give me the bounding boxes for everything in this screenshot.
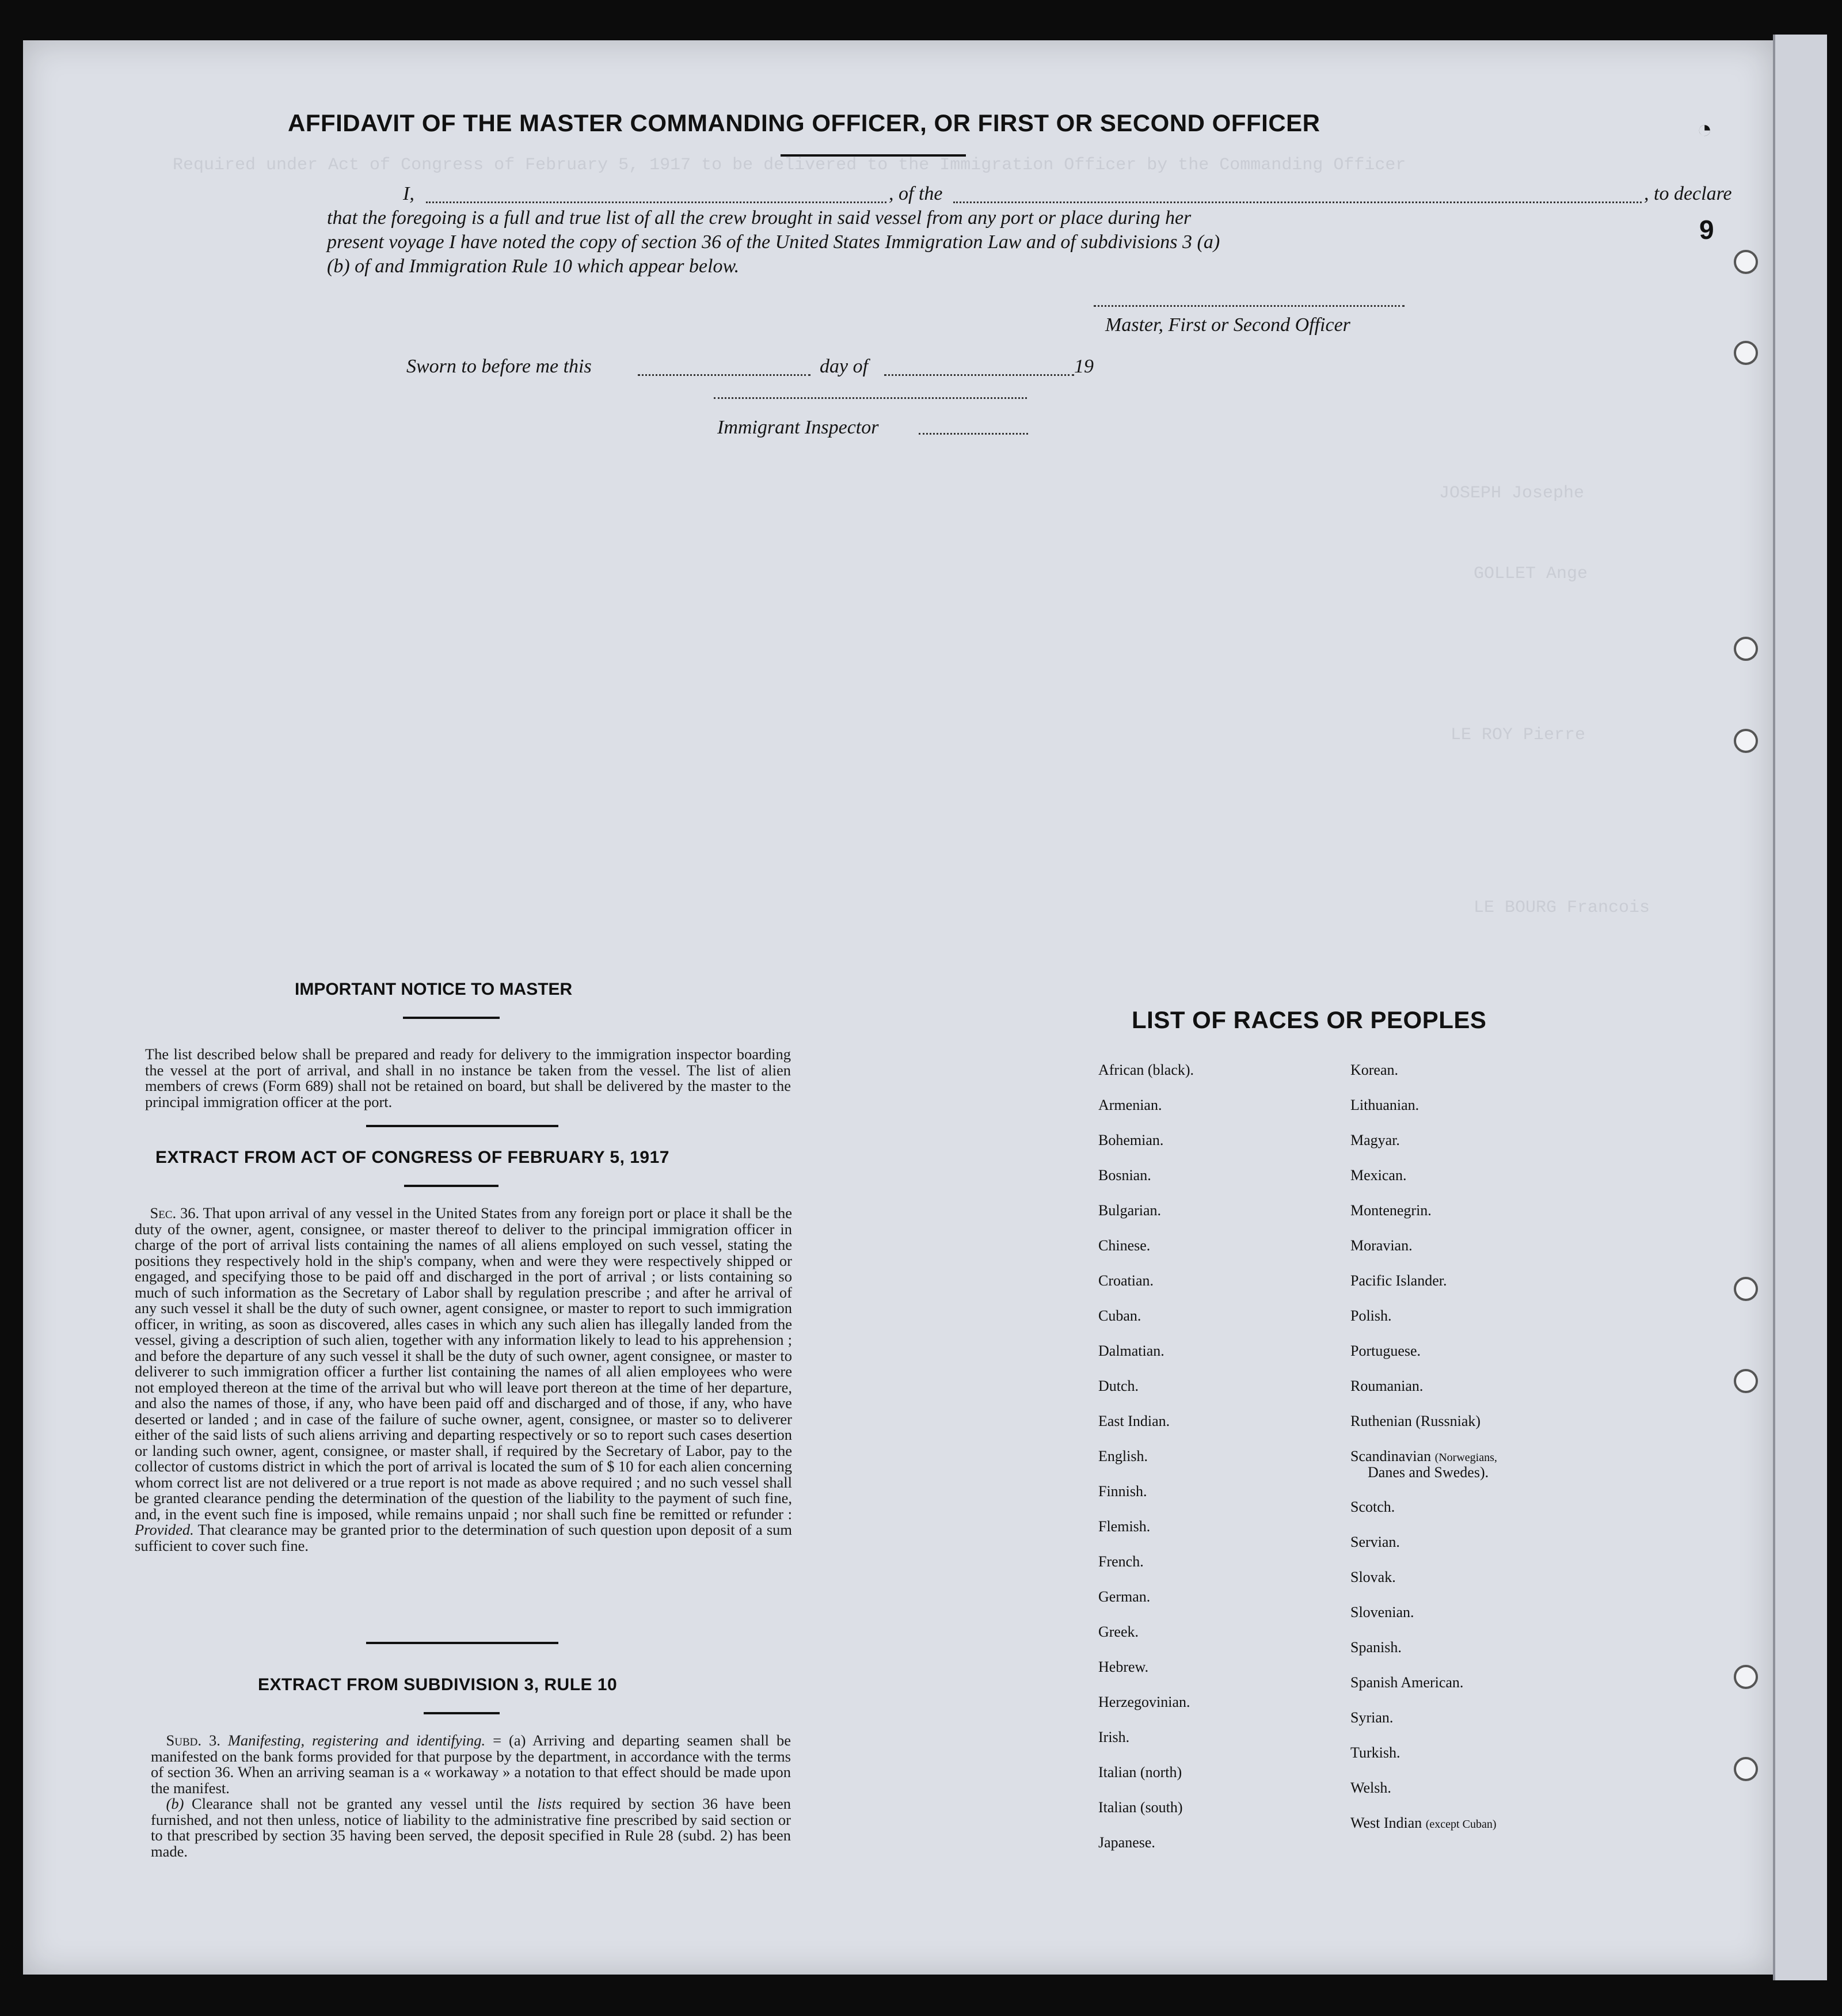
act-bottom-rule xyxy=(366,1642,558,1644)
affidavit-line-3: present voyage I have noted the copy of section 36 of the United States Immigration Law and of subdivisions 3 (a) xyxy=(327,231,1220,253)
rule-text-a: = (a) Arriving and departing seamen shall be manifested on the bank forms provided for that purpose by the department, in accordance with the terms of section 36. When an arriving seaman is a « workaway » a notation to that effect should be made upon the manifest. xyxy=(151,1732,791,1797)
bleed-through-text: Required under Act of Congress of February 5, 1917 to be delivered to the Immigration Officer by the Commanding Officer xyxy=(173,155,1406,175)
race-item: Flemish. xyxy=(1098,1518,1151,1535)
year-prefix: 19 xyxy=(1074,356,1094,377)
punch-hole xyxy=(1734,1277,1758,1301)
subd-italic: Manifesting, registering and identifying. xyxy=(227,1732,486,1749)
race-item: Montenegrin. xyxy=(1350,1202,1432,1219)
race-item: Lithuanian. xyxy=(1350,1097,1419,1113)
race-item: Spanish American. xyxy=(1350,1674,1464,1691)
bleed-through-text: JOSEPH Josephe xyxy=(1439,484,1585,503)
affidavit-i-label: I, xyxy=(403,183,414,204)
race-item: Dutch. xyxy=(1098,1378,1139,1394)
affidavit-title: AFFIDAVIT OF THE MASTER COMMANDING OFFICER, OR FIRST OR SECOND OFFICER xyxy=(288,109,1320,136)
race-item: Korean. xyxy=(1350,1062,1399,1078)
title-rule xyxy=(781,154,966,157)
race-item: Roumanian. xyxy=(1350,1378,1424,1394)
act-extract-text xyxy=(135,1205,792,1554)
sworn-label: Sworn to before me this xyxy=(406,356,592,377)
month-fill-line xyxy=(884,374,1074,376)
act-text-end: That clearance may be granted prior to the determination of such question upon deposit of a sum sufficient to cover such fine. xyxy=(135,1521,792,1554)
race-item: Turkish. xyxy=(1350,1744,1400,1761)
day-fill-line xyxy=(638,374,810,376)
races-title: LIST OF RACES OR PEOPLES xyxy=(1132,1006,1487,1033)
race-item-scandinavian xyxy=(1350,1448,1497,1465)
punch-hole xyxy=(1734,1665,1758,1689)
race-item: Servian. xyxy=(1350,1534,1400,1550)
rule-text-b2: required by section 36 have been furnished, and not then unless, notice of liability to the administrative fine prescribed by said section or to that prescribed by section 35 having been served, the deposit specified in Rule 28 (subd. 2) has been made. xyxy=(151,1795,791,1860)
rule-extract-title: EXTRACT FROM SUBDIVISION 3, RULE 10 xyxy=(258,1675,618,1694)
notice-title: IMPORTANT NOTICE TO MASTER xyxy=(295,980,573,999)
race-item: Japanese. xyxy=(1098,1834,1155,1851)
race-item-west-indian xyxy=(1350,1815,1497,1832)
inspector-caption: Immigrant Inspector xyxy=(717,417,879,438)
bleed-through-text: LE ROY Pierre xyxy=(1451,725,1586,745)
race-label: Scandinavian xyxy=(1350,1448,1432,1465)
race-item: African (black). xyxy=(1098,1062,1194,1078)
punch-hole xyxy=(1734,1369,1758,1393)
rule-extract-text-b xyxy=(151,1796,791,1859)
day-of-label: day of xyxy=(820,356,869,377)
race-item: Bohemian. xyxy=(1098,1132,1164,1148)
race-item: Moravian. xyxy=(1350,1237,1413,1254)
affidavit-line-4: (b) of and Immigration Rule 10 which appear below. xyxy=(327,256,740,277)
race-item: Cuban. xyxy=(1098,1307,1141,1324)
rule-extract-text-a xyxy=(151,1733,791,1796)
notice-rule xyxy=(403,1017,500,1019)
race-label-note: (Norwegians, xyxy=(1434,1451,1497,1464)
act-extract-rule xyxy=(404,1185,498,1187)
act-extract-title: EXTRACT FROM ACT OF CONGRESS OF FEBRUARY 5, 1917 xyxy=(155,1148,669,1167)
race-item: Magyar. xyxy=(1350,1132,1400,1148)
vessel-fill-line xyxy=(953,201,1642,203)
punch-hole xyxy=(1734,729,1758,753)
lists-word: lists xyxy=(537,1795,562,1812)
page-edge-strip xyxy=(1773,35,1827,1980)
race-item: Italian (north) xyxy=(1098,1764,1182,1781)
affidavit-to-declare-label: , to declare xyxy=(1644,183,1732,204)
punch-hole xyxy=(1734,250,1758,274)
race-item: Irish. xyxy=(1098,1729,1130,1745)
notice-text: The list described below shall be prepared and ready for delivery to the immigration inspector boarding the vessel at the port of arrival, and shall in no instance be taken from the vessel. The list of alien members of crews (Form 689) shall not be retained on board, but shall be delivered by the master to the principal immigration officer at the port. xyxy=(145,1045,791,1110)
signature-caption: Master, First or Second Officer xyxy=(1105,314,1350,336)
name-fill-line xyxy=(426,201,886,203)
race-item: Ruthenian (Russniak) xyxy=(1350,1413,1481,1429)
race-item: Croatian. xyxy=(1098,1272,1154,1289)
bleed-through-text: LE BOURG Francois xyxy=(1474,898,1650,918)
punch-hole xyxy=(1734,637,1758,661)
signature-line xyxy=(1094,305,1405,307)
race-label-continuation: Danes and Swedes). xyxy=(1368,1464,1489,1481)
race-item: Bulgarian. xyxy=(1098,1202,1162,1219)
affidavit-of-the-label: , of the xyxy=(889,183,943,204)
page-number-marker: 9 xyxy=(1699,215,1714,245)
race-item: East Indian. xyxy=(1098,1413,1170,1429)
provided-label: Provided. xyxy=(135,1521,194,1538)
notice-bottom-rule xyxy=(366,1125,558,1127)
punch-hole xyxy=(1734,1757,1758,1781)
b-label: (b) xyxy=(166,1795,184,1812)
race-item: Italian (south) xyxy=(1098,1799,1183,1816)
race-item: Greek. xyxy=(1098,1623,1139,1640)
bleed-through-text: GOLLET Ange xyxy=(1474,564,1588,584)
race-item: Spanish. xyxy=(1350,1639,1402,1656)
inspector-signature-line xyxy=(714,397,1027,399)
race-item: German. xyxy=(1098,1588,1151,1605)
race-item: French. xyxy=(1098,1553,1144,1570)
race-item: Slovak. xyxy=(1350,1569,1396,1585)
race-item: Herzegovinian. xyxy=(1098,1694,1190,1710)
race-item: Dalmatian. xyxy=(1098,1342,1164,1359)
race-item: Pacific Islander. xyxy=(1350,1272,1447,1289)
subd-label: Subd. 3. xyxy=(166,1732,220,1749)
act-text-main: That upon arrival of any vessel in the United States from any foreign port or place it shall be the duty of the owner, agent, consignee, or master thereof to deliver to the principal immigration officer in charge of the port of arrival lists containing the names of all aliens employed on such vessel, stating the positions they respectively hold in the ship's company, when and were they were respectively shipped or engaged, and specifying those to be paid off and discharged in the port of arrival ; or lists containing so much of such information as the Secretary of Labor shall by regulation prescribe ; and after he arrival of any such vessel it shall be the duty of such owner, agent consignee, or master to report to such immigration officer, in writing, as soon as discovered, alles cases in which any such alien has illegally landed from the vessel, giving a description of such alien, together with any information likely to lead to his apprehension ; and before the departure of any such vessel it shall be the duty of such owner, agent consignee, or master to deliverer to such immigration officer a further list containing the names of all alien employees who were not employed thereon at the time of the arrival but who will leave port thereon at the time of her departure, and also the names of those, if any, who have been paid off and discharged and of those, if any, who have deserted or landed ; and in case of the failure of suche owner, agent, consignee, or master so to deliverer either of the said lists of such aliens arriving and departing respectively or so to report such cases desertion or landing such owner, agent, consignee, or master shall, if required by the Secretary of Labor, pay to the collector of customs district in which the port of arrival is located the sum of $ 10 for each alien concerning whom correct list are not delivered or a true report is not made as above required ; and no such vessel shall be granted clearance pending the determination of the question of the liability to the payment of such fine, and, in the event such fine is imposed, while remains unpaid ; nor shall such fine be remitted or refunder : xyxy=(135,1204,792,1523)
race-item: Bosnian. xyxy=(1098,1167,1151,1184)
race-item: Chinese. xyxy=(1098,1237,1151,1254)
race-item: Syrian. xyxy=(1350,1709,1394,1726)
race-item: Portuguese. xyxy=(1350,1342,1421,1359)
sec-label: Sec. 36. xyxy=(150,1204,200,1222)
race-item: English. xyxy=(1098,1448,1148,1465)
race-label-note: (except Cuban) xyxy=(1425,1818,1497,1831)
rule-text-b1: Clearance shall not be granted any vessel until the xyxy=(191,1795,530,1812)
race-item: Scotch. xyxy=(1350,1498,1395,1515)
inspector-fill-line xyxy=(919,433,1028,435)
affidavit-line-2: that the foregoing is a full and true list of all the crew brought in said vessel from any port or place during her xyxy=(327,207,1192,229)
rule-extract-rule xyxy=(424,1712,500,1714)
corner-mark: ◔ xyxy=(1697,115,1712,143)
race-item: Polish. xyxy=(1350,1307,1392,1324)
race-item: Armenian. xyxy=(1098,1097,1162,1113)
race-item: Mexican. xyxy=(1350,1167,1407,1184)
race-item: Slovenian. xyxy=(1350,1604,1414,1621)
race-item: Welsh. xyxy=(1350,1779,1391,1796)
punch-hole xyxy=(1734,341,1758,365)
race-label: West Indian xyxy=(1350,1815,1422,1831)
race-item: Hebrew. xyxy=(1098,1659,1149,1675)
race-item: Finnish. xyxy=(1098,1483,1147,1500)
